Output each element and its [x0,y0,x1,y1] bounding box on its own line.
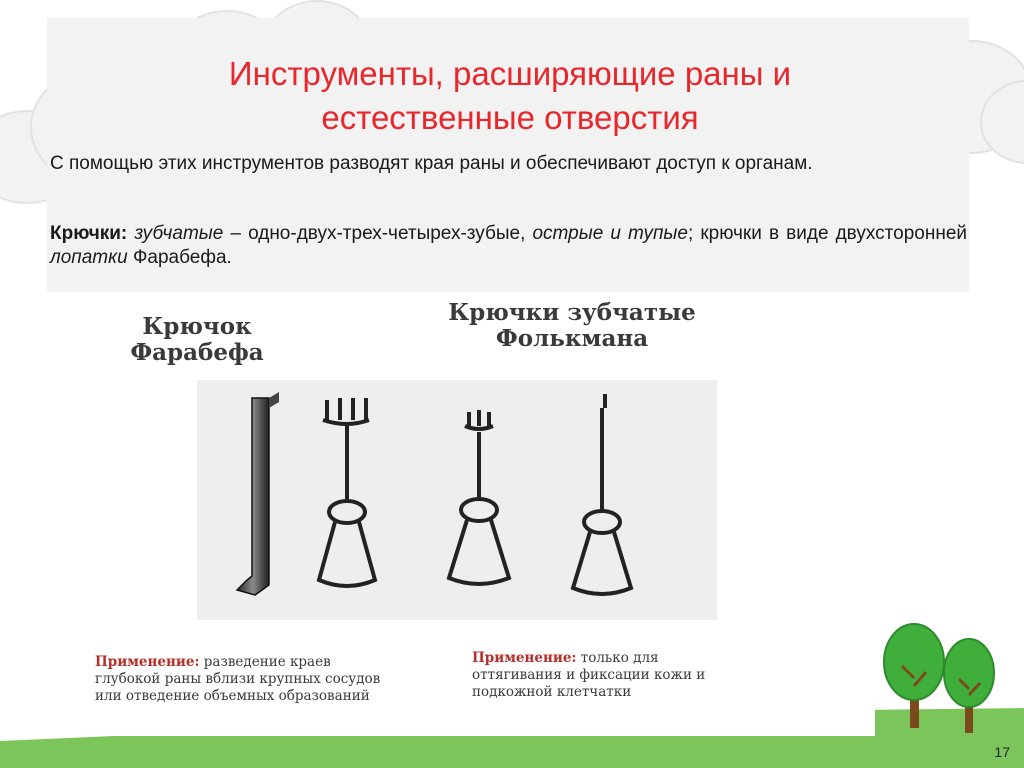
label-volkmann-line-2: Фолькмана [495,325,649,352]
instruments-photo [197,380,717,620]
hooks-lead: Крючки: [50,223,128,244]
paragraph-hooks [50,222,967,270]
hooks-toothed: зубчатые [134,223,224,244]
hooks-farabef: Фарабефа. [127,247,232,268]
label-farabef [97,314,297,366]
note-left-line-1: разведение краев [199,654,331,670]
instruments-figure [57,292,875,736]
note-right-lead: Применение: [472,650,577,666]
photo-background [197,380,717,620]
hooks-spatula: лопатки [50,247,128,268]
hooks-teeth-count: – одно-двух-трех-четырех-зубые, [223,223,533,244]
note-volkmann-usage [472,650,792,701]
label-farabef-line-1: Крючок [142,313,252,340]
title-line-2: естественные отверстия [321,99,699,136]
label-volkmann-line-1: Крючки зубчатые [448,299,696,326]
note-right-line-1: только для [576,650,659,666]
note-right-line-2: оттягивания и фиксации кожи и [472,667,706,683]
note-farabef-usage [95,654,425,705]
paragraph-intro: С помощью этих инструментов разводят края раны и обеспечивают доступ к органам. [50,153,813,174]
label-volkmann [417,300,727,352]
slide-title [100,52,920,140]
tree-decoration-right [940,635,1000,735]
note-right-line-3: подкожной клетчатки [472,684,632,700]
note-left-lead: Применение: [95,654,200,670]
note-left-line-2: глубокой раны вблизи крупных сосудов [95,671,381,687]
note-left-line-3: или отведение объемных образований [95,688,370,704]
hooks-sharp-blunt: острые и тупые [532,223,688,244]
title-line-1: Инструменты, расширяющие раны и [228,55,792,92]
label-farabef-line-2: Фарабефа [130,339,264,366]
page-number: 17 [994,744,1010,760]
hooks-double: ; крючки в виде двухсторонней [687,223,968,244]
